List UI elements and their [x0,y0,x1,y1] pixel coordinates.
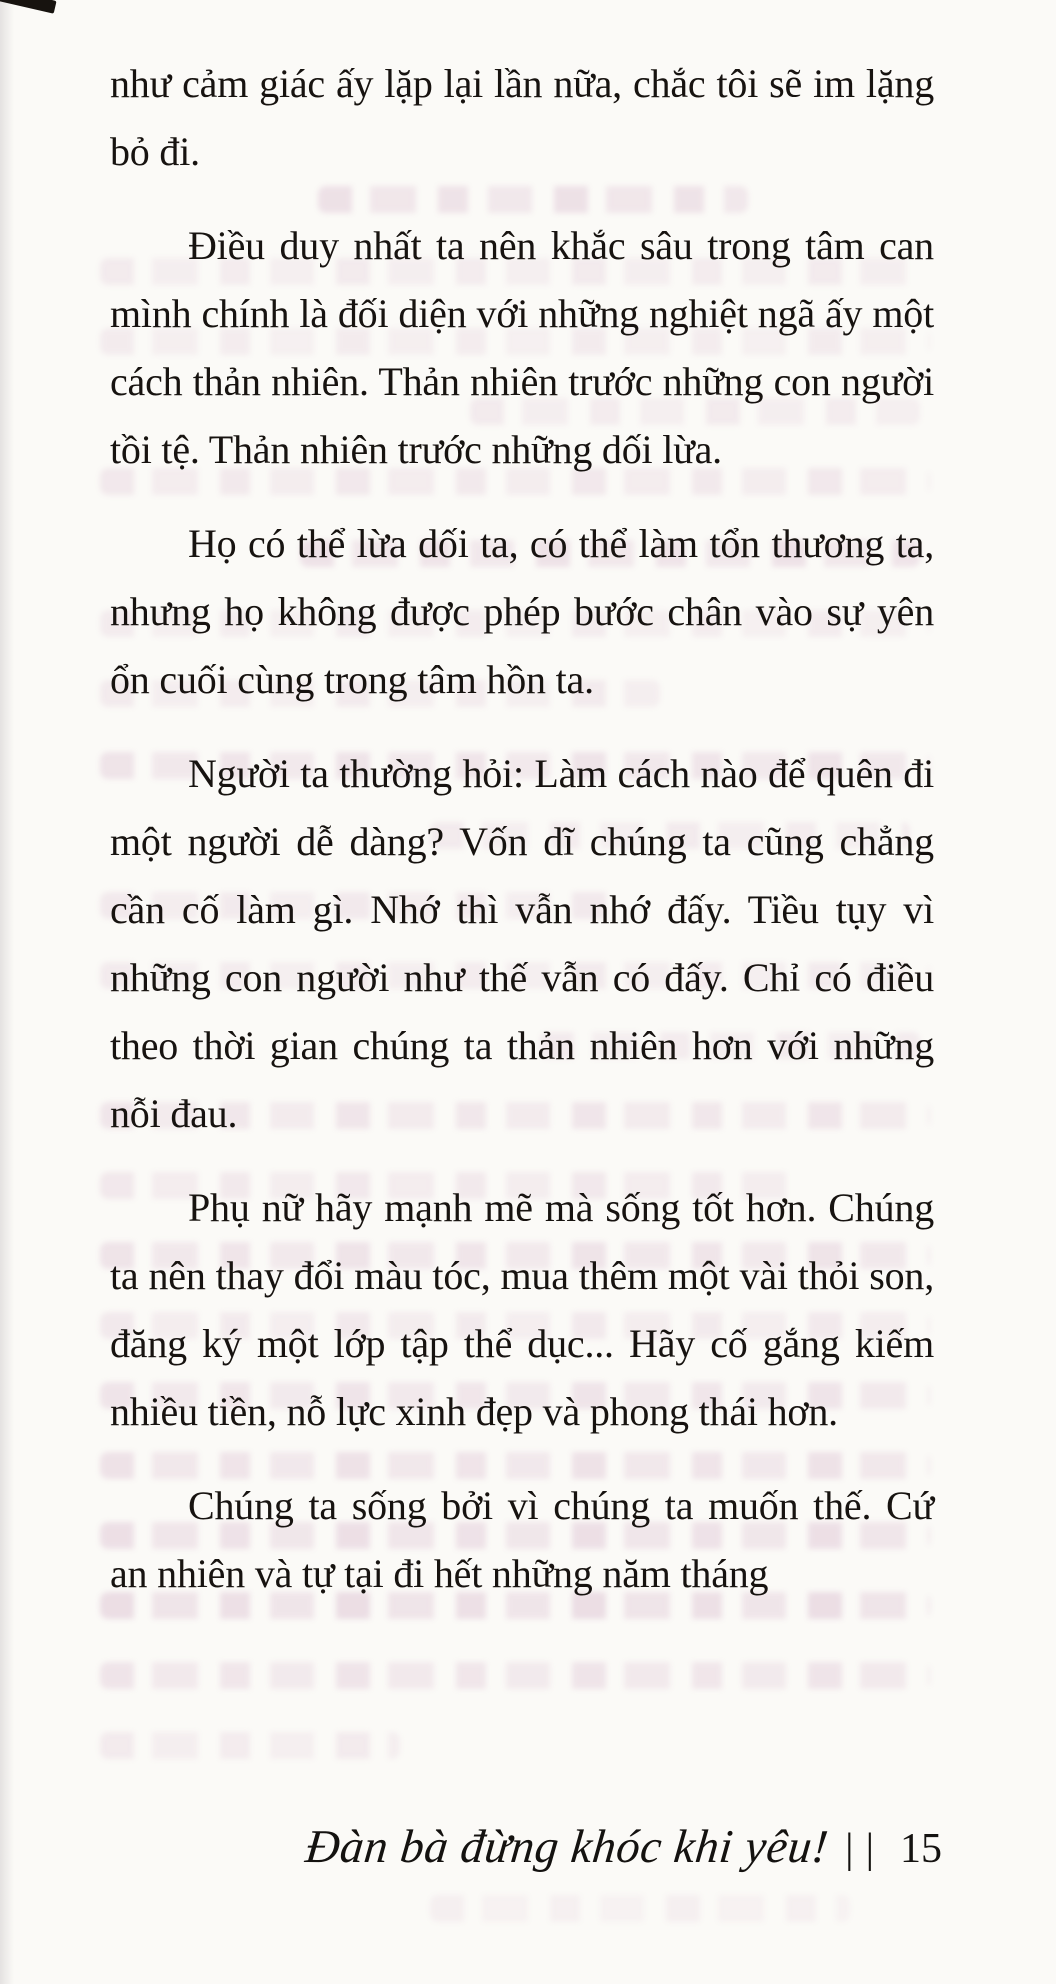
footer-divider-bars: || [845,1826,886,1872]
bleed-through-artifact [100,1662,930,1689]
page-number: 15 [900,1826,942,1872]
scan-corner-artifact [0,0,57,14]
page-footer [303,1820,942,1874]
paragraph-4: Người ta thường hỏi: Làm cách nào để quên đi một người dễ dàng? Vốn dĩ chúng ta cũng chẳng cần cố làm gì. Nhớ thì vẫn nhớ đấy. Tiều tụy vì những con người như thế vẫn có đấy. Chỉ có điều theo thời gian chúng ta thản nhiên hơn với những nỗi đau. [110,751,934,1136]
page-text-block [110,50,934,1634]
paragraph-5: Phụ nữ hãy mạnh mẽ mà sống tốt hơn. Chúng ta nên thay đổi màu tóc, mua thêm một vài thỏi son, đăng ký một lớp tập thể dục... Hãy cố gắng kiếm nhiều tiền, nỗ lực xinh đẹp và phong thái hơn. [110,1185,934,1434]
paragraph-6: Chúng ta sống bởi vì chúng ta muốn thế. Cứ an nhiên và tự tại đi hết những năm tháng [110,1483,934,1596]
paragraph-3: Họ có thể lừa dối ta, có thể làm tổn thương ta, nhưng họ không được phép bước chân vào sự yên ổn cuối cùng trong tâm hồn ta. [110,521,934,702]
book-title-script: Đàn bà đừng khóc khi yêu! [302,1821,831,1873]
bleed-through-artifact [100,1732,400,1759]
paragraph-1: như cảm giác ấy lặp lại lần nữa, chắc tôi sẽ im lặng bỏ đi. [110,61,934,174]
bleed-through-artifact [430,1895,850,1922]
paragraph-2: Điều duy nhất ta nên khắc sâu trong tâm can mình chính là đối diện với những nghiệt ngã ấy một cách thản nhiên. Thản nhiên trước những con người tồi tệ. Thản nhiên trước những dối lừa. [110,223,934,472]
